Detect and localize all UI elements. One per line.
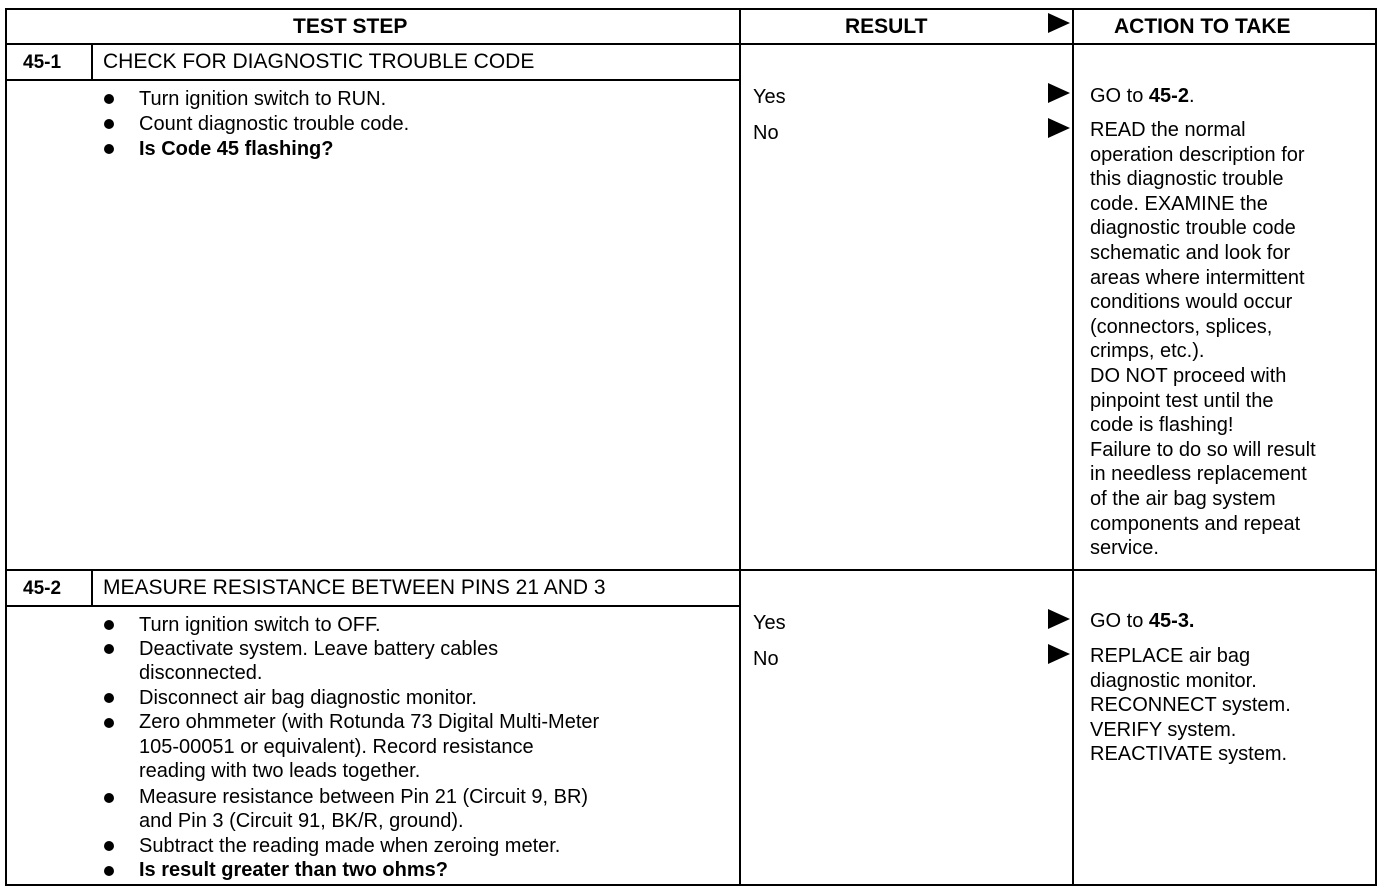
instruction-question: Is result greater than two ohms? <box>139 859 448 881</box>
action-line: Failure to do so will result <box>1090 438 1316 461</box>
action-line: RECONNECT system. <box>1090 694 1291 717</box>
action-text: . <box>1188 85 1195 107</box>
action-line: READ the normal <box>1090 119 1246 141</box>
action-line: REPLACE air bag <box>1090 645 1251 667</box>
step-number-divider <box>91 43 93 81</box>
header-test-step: TEST STEP <box>293 15 408 38</box>
row-separator <box>5 569 1377 571</box>
action-text: GO to <box>1090 85 1149 107</box>
instruction-line: disconnected. <box>139 662 263 684</box>
result-arrow-icon <box>1048 118 1070 138</box>
result-yes: Yes <box>753 612 786 634</box>
header-result: RESULT <box>845 15 928 38</box>
step-title-rule <box>5 605 741 607</box>
instruction-line: Disconnect air bag diagnostic monitor. <box>139 687 477 709</box>
action-line: diagnostic trouble code <box>1090 217 1296 240</box>
result-yes: Yes <box>753 86 786 108</box>
step-title-rule <box>5 79 741 81</box>
action-line: this diagnostic trouble <box>1090 168 1284 191</box>
instruction-line: Turn ignition switch to RUN. <box>139 88 387 110</box>
action-no <box>1090 644 1291 767</box>
instruction-line: Measure resistance between Pin 21 (Circuit 9, BR) <box>139 786 589 808</box>
bullet-icon <box>104 718 114 728</box>
result-arrow-icon <box>1048 609 1070 629</box>
instruction-line: reading with two leads together. <box>139 760 421 782</box>
action-line: diagnostic monitor. <box>1090 669 1257 692</box>
header-action: ACTION TO TAKE <box>1114 15 1291 38</box>
bullet-icon <box>104 693 114 703</box>
bullet-icon <box>104 144 114 154</box>
action-yes <box>1090 609 1195 634</box>
step-reference-link: 45-2 <box>1148 85 1189 107</box>
action-line: code is flashing! <box>1090 414 1234 437</box>
action-line: code. EXAMINE the <box>1090 192 1268 215</box>
bullet-icon <box>104 620 114 630</box>
instruction-line: 105-00051 or equivalent). Record resistance <box>139 736 534 758</box>
instruction-question: Is Code 45 flashing? <box>139 138 334 160</box>
header-rule <box>5 43 1377 45</box>
action-line: in needless replacement <box>1090 463 1307 486</box>
instruction-line: Subtract the reading made when zeroing meter. <box>139 835 561 857</box>
instruction-line: and Pin 3 (Circuit 91, BK/R, ground). <box>139 810 464 832</box>
column-divider-result <box>739 8 741 886</box>
action-line: crimps, etc.). <box>1090 340 1205 363</box>
step-number: 45-1 <box>23 52 62 73</box>
action-line: REACTIVATE system. <box>1090 743 1288 766</box>
column-divider-action <box>1072 8 1074 886</box>
result-no: No <box>753 122 779 144</box>
action-text: GO to <box>1090 610 1149 632</box>
action-no <box>1090 118 1316 561</box>
result-arrow-icon <box>1048 644 1070 664</box>
step-number: 45-2 <box>23 578 62 599</box>
action-line: (connectors, splices, <box>1090 315 1273 338</box>
action-line: DO NOT proceed with <box>1090 364 1287 387</box>
action-yes <box>1090 84 1195 109</box>
step-title: CHECK FOR DIAGNOSTIC TROUBLE CODE <box>103 50 535 73</box>
bullet-icon <box>104 644 114 654</box>
action-line: areas where intermittent <box>1090 266 1305 289</box>
action-line: of the air bag system <box>1090 487 1276 510</box>
step-number-divider <box>91 569 93 607</box>
result-no: No <box>753 648 779 670</box>
instruction-line: Zero ohmmeter (with Rotunda 73 Digital Multi-Meter <box>139 711 600 733</box>
header-arrow-icon <box>1048 13 1070 33</box>
instruction-line: Turn ignition switch to OFF. <box>139 614 381 636</box>
bullet-icon <box>104 841 114 851</box>
result-arrow-icon <box>1048 83 1070 103</box>
bullet-icon <box>104 94 114 104</box>
bullet-icon <box>104 866 114 876</box>
step-title: MEASURE RESISTANCE BETWEEN PINS 21 AND 3 <box>103 576 606 599</box>
action-line: schematic and look for <box>1090 241 1291 264</box>
action-line: conditions would occur <box>1090 291 1293 314</box>
action-line: VERIFY system. <box>1090 718 1237 741</box>
instruction-line: Deactivate system. Leave battery cables <box>139 638 499 660</box>
instruction-line: Count diagnostic trouble code. <box>139 113 410 135</box>
action-line: operation description for <box>1090 143 1305 166</box>
bullet-icon <box>104 793 114 803</box>
step-reference-link: 45-3. <box>1148 610 1195 632</box>
action-line: service. <box>1090 537 1159 560</box>
bullet-icon <box>104 119 114 129</box>
action-line: components and repeat <box>1090 512 1301 535</box>
action-line: pinpoint test until the <box>1090 389 1274 412</box>
